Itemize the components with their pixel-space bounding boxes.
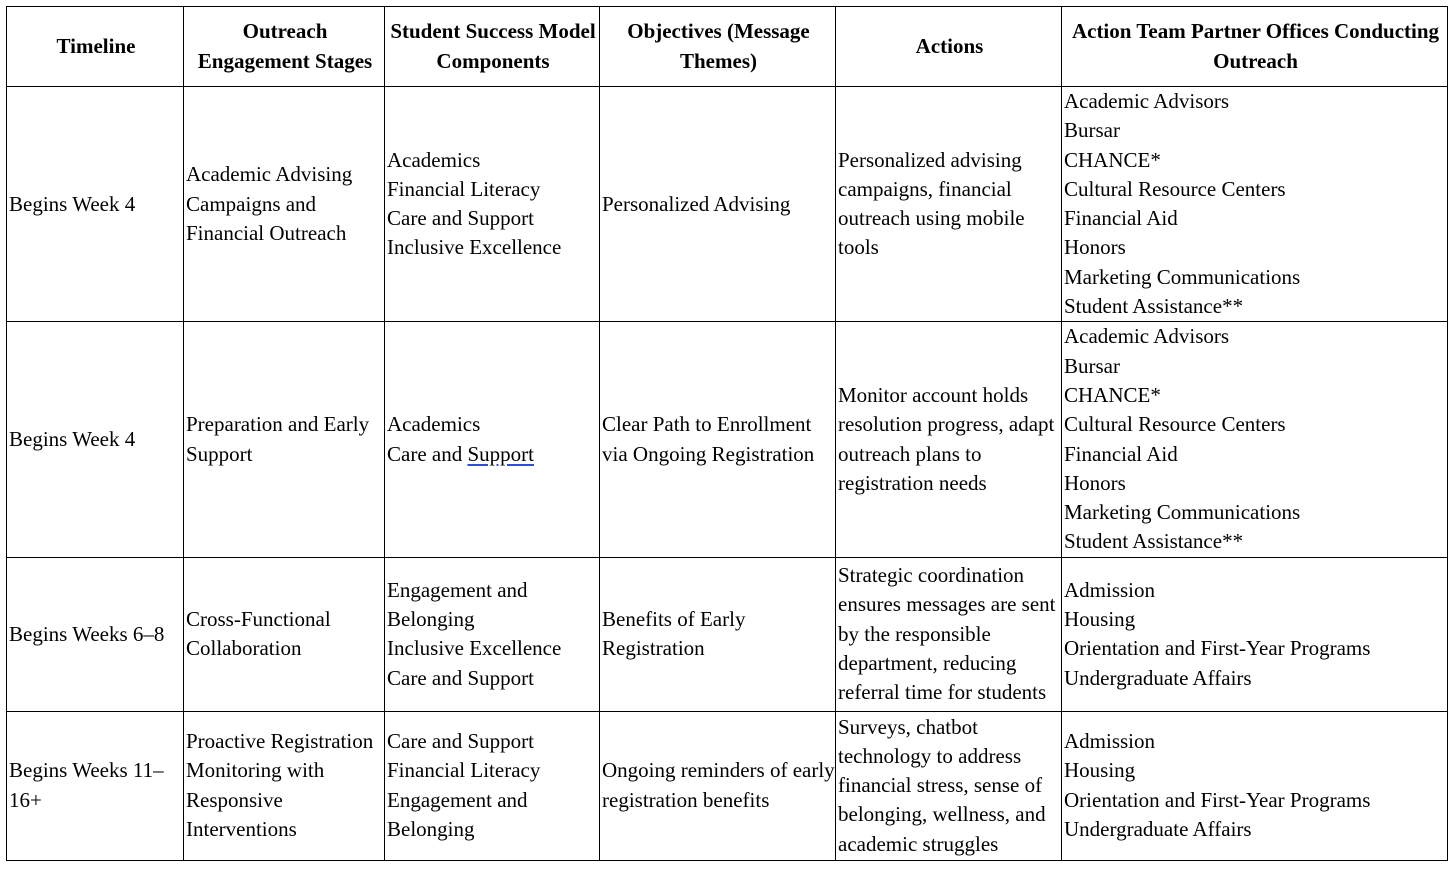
header-objectives: Objectives (Message Themes) [600, 7, 836, 87]
component-item: Academics [387, 147, 481, 172]
component-item: Care and Support [387, 206, 534, 231]
office-item: Student Assistance** [1064, 529, 1244, 554]
timeline-cell: Begins Week 4 [7, 87, 184, 322]
components-cell [385, 322, 600, 557]
office-item: Orientation and First-Year Programs [1064, 636, 1371, 661]
office-item: Cultural Resource Centers [1064, 176, 1286, 201]
office-item: Undergraduate Affairs [1064, 665, 1252, 690]
objective-cell: Benefits of Early Registration [600, 557, 836, 711]
outreach-timeline-table [6, 6, 1448, 861]
component-item: Care and Support [387, 665, 534, 690]
offices-cell [1062, 711, 1448, 860]
components-cell [385, 87, 600, 322]
office-item: Honors [1064, 235, 1126, 260]
actions-cell: Personalized advising campaigns, financial outreach using mobile tools [836, 87, 1062, 322]
header-timeline: Timeline [7, 7, 184, 87]
timeline-cell: Begins Weeks 6–8 [7, 557, 184, 711]
actions-cell: Strategic coordination ensures messages are sent by the responsible department, reducing referral time for students [836, 557, 1062, 711]
objective-cell: Personalized Advising [600, 87, 836, 322]
office-item: Bursar [1064, 118, 1120, 143]
office-item: Undergraduate Affairs [1064, 817, 1252, 842]
offices-cell [1062, 557, 1448, 711]
office-item: Academic Advisors [1064, 89, 1230, 113]
office-item: Housing [1064, 606, 1136, 631]
actions-cell: Surveys, chatbot technology to address financial stress, sense of belonging, wellness, and academic struggles [836, 711, 1062, 860]
header-model-components: Student Success Model Components [385, 7, 600, 87]
component-item: Engagement and Belonging [387, 577, 528, 631]
component-item: Academics [387, 412, 481, 437]
components-cell [385, 557, 600, 711]
timeline-cell: Begins Weeks 11–16+ [7, 711, 184, 860]
offices-cell [1062, 87, 1448, 322]
stage-cell: Proactive Registration Monitoring with Responsive Interventions [184, 711, 385, 860]
table-row [7, 557, 1448, 711]
component-item: Financial Literacy [387, 758, 541, 783]
stage-cell: Preparation and Early Support [184, 322, 385, 557]
office-item: Admission [1064, 729, 1156, 754]
offices-cell [1062, 322, 1448, 557]
office-item: Housing [1064, 758, 1136, 783]
office-item: Cultural Resource Centers [1064, 412, 1286, 437]
timeline-cell: Begins Week 4 [7, 322, 184, 557]
office-item: Student Assistance** [1064, 294, 1244, 319]
header-row [7, 7, 1448, 87]
header-actions: Actions [836, 7, 1062, 87]
office-item: CHANCE* [1064, 147, 1161, 172]
component-item: Financial Literacy [387, 176, 541, 201]
office-item: Admission [1064, 577, 1156, 602]
component-item: Inclusive Excellence [387, 235, 562, 260]
header-partner-offices: Action Team Partner Offices Conducting Outreach [1062, 7, 1448, 87]
objective-cell: Ongoing reminders of early registration benefits [600, 711, 836, 860]
table-row [7, 711, 1448, 860]
component-item: Care and Support [387, 729, 534, 754]
support-link[interactable]: Support [467, 441, 534, 466]
office-item: Orientation and First-Year Programs [1064, 787, 1371, 812]
actions-cell: Monitor account holds resolution progress, adapt outreach plans to registration needs [836, 322, 1062, 557]
office-item: Marketing Communications [1064, 500, 1301, 525]
component-item: Engagement and Belonging [387, 787, 528, 842]
components-cell [385, 711, 600, 860]
table-row [7, 322, 1448, 557]
office-item: Bursar [1064, 353, 1120, 378]
component-item: Care and Support [387, 441, 534, 466]
component-item: Inclusive Excellence [387, 636, 562, 661]
office-item: Honors [1064, 470, 1126, 495]
office-item: Academic Advisors [1064, 324, 1230, 349]
header-outreach-stages: Outreach Engagement Stages [184, 7, 385, 87]
stage-cell: Academic Advising Campaigns and Financial Outreach [184, 87, 385, 322]
office-item: Financial Aid [1064, 441, 1178, 466]
office-item: Financial Aid [1064, 206, 1178, 231]
stage-cell: Cross-Functional Collaboration [184, 557, 385, 711]
office-item: Marketing Communications [1064, 264, 1301, 289]
table-row [7, 87, 1448, 322]
office-item: CHANCE* [1064, 382, 1161, 407]
objective-cell: Clear Path to Enrollment via Ongoing Registration [600, 322, 836, 557]
